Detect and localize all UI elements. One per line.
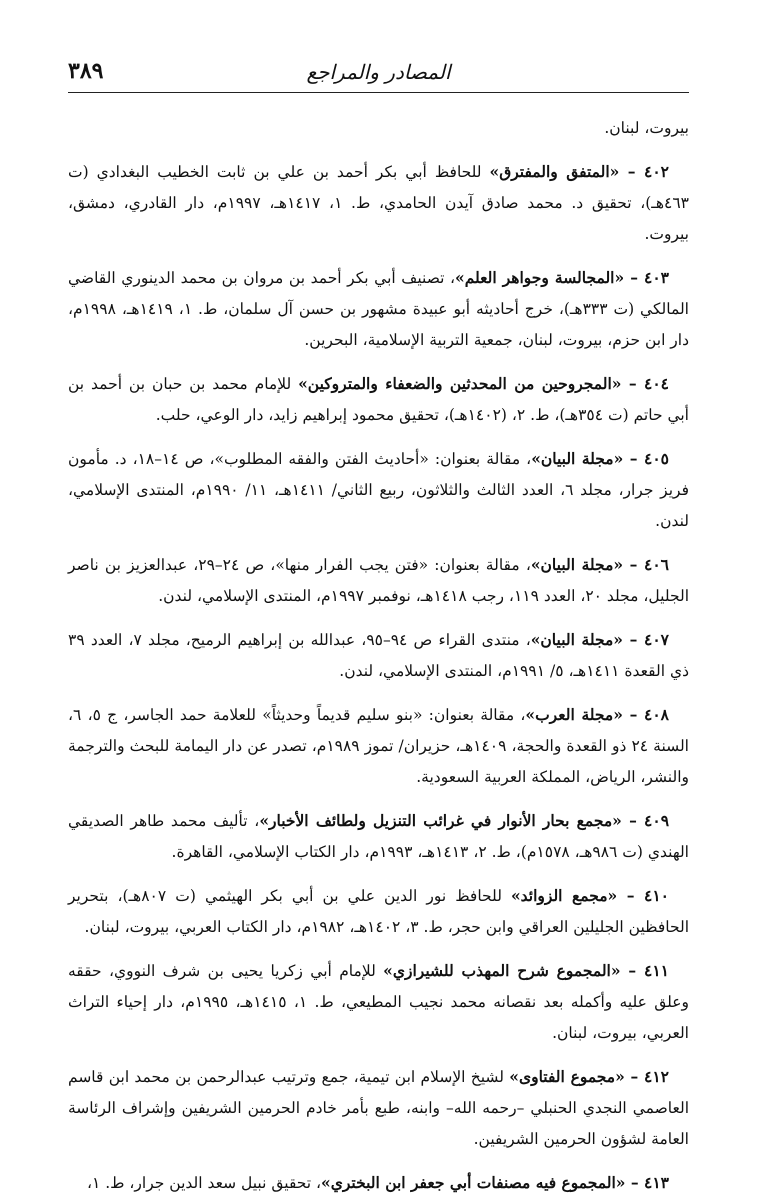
entry-number: ٤٠٧ – — [622, 630, 669, 649]
bibliography-entry — [68, 955, 689, 1049]
bibliography-entry — [68, 1061, 689, 1155]
entry-title: «مجلة البيان» — [530, 630, 623, 649]
page-number: ٣٨٩ — [68, 58, 104, 84]
entry-number: ٤٠٨ – — [622, 705, 670, 724]
entry-number: ٤١٢ – — [624, 1067, 670, 1086]
entry-title: «مجلة البيان» — [531, 449, 624, 468]
entry-title: «مجلة العرب» — [525, 705, 623, 724]
entry-number: ٤٠٣ – — [624, 268, 670, 287]
bibliography-entry — [68, 368, 689, 431]
entry-text: للإمام أبي زكريا يحيى بن شرف النووي، حققه وعلق عليه وأكمله بعد نقصانه محمد نجيب المطيعي، ط. ١، ١٤١٥هـ، ١٩٩٥م، دار إحياء التراث العربي، بيروت، لبنان. — [68, 962, 689, 1042]
bibliography-entry — [68, 624, 689, 687]
bibliography-entry — [68, 699, 689, 793]
bibliography-list — [68, 113, 689, 1199]
entry-text: ، مقالة بعنوان: «فتن يجب الفرار منها»، ص ٢٤–٢٩، عبدالعزيز بن ناصر الجليل، مجلد ٢٠، العدد ١١٩، رجب ١٤١٨هـ، نوفمبر ١٩٩٧م، المنتدى الإسلامي، لندن. — [68, 556, 689, 605]
entry-text: ، تصنيف أبي بكر أحمد بن مروان بن محمد الدينوري القاضي المالكي (ت ٣٣٣هـ)، خرج أحاديثه أبو عبيدة مشهور بن حسن آل سلمان، ط. ١، ١٤١٩هـ، ١٩٩٨م، دار ابن حزم، بيروت، لبنان، جمعية التربية الإسلامية، البحرين. — [68, 269, 689, 349]
entry-number: ٤٠٥ – — [623, 449, 670, 468]
bibliography-entry — [68, 880, 689, 943]
entry-title: «مجلة البيان» — [530, 555, 624, 574]
bibliography-entry — [68, 262, 689, 356]
entry-title: «المجروحين من المحدثين والضعفاء والمتروكين» — [298, 374, 622, 393]
entry-title: «مجمع بحار الأنوار في غرائب التنزيل ولطائف الأخبار» — [259, 811, 622, 830]
entry-text: للإمام محمد بن حبان بن أحمد بن أبي حاتم (ت ٣٥٤هـ)، ط. ٢، (١٤٠٢هـ)، تحقيق محمود إبراهيم زايد، دار الوعي، حلب. — [68, 375, 689, 424]
entry-number: ٤١٣ – — [625, 1173, 669, 1192]
bibliography-entry — [68, 805, 689, 868]
entry-text: ، منتدى القراء ص ٩٤–٩٥، عبدالله بن إبراهيم الرميح، مجلد ٧، العدد ٣٩ ذي القعدة ١٤١١هـ، ٥/ ١٩٩١م، المنتدى الإسلامي، لندن. — [68, 631, 689, 680]
entry-text: ، مقالة بعنوان: «أحاديث الفتن والفقه المطلوب»، ص ١٤–١٨، د. مأمون فريز جرار، مجلد ٦، العدد الثالث والثلاثون، ربيع الثاني/ ١٤١١هـ، ١١/ ١٩٩٠م، المنتدى الإسلامي، لندن. — [68, 450, 689, 530]
entry-text: للحافظ نور الدين علي بن أبي بكر الهيثمي (ت ٨٠٧هـ)، بتحرير الحافظين الجليلين العراقي وابن حجر، ط. ٣، ١٤٠٢هـ، ١٩٨٢م، دار الكتاب العربي، بيروت، لبنان. — [68, 887, 689, 936]
entry-title: «المتفق والمفترق» — [489, 162, 620, 181]
entry-title: «المجموع فيه مصنفات أبي جعفر ابن البختري» — [321, 1173, 626, 1192]
header-title: المصادر والمراجع — [306, 60, 451, 84]
entry-title: «مجموع الفتاوى» — [509, 1067, 625, 1086]
entry-number: ٤١٠ – — [617, 886, 669, 905]
entry-title: «المجموع شرح المهذب للشيرازي» — [383, 961, 621, 980]
entry-text: ، تأليف محمد طاهر الصديقي الهندي (ت ٩٨٦هـ، ١٥٧٨م)، ط. ٢، ١٤١٣هـ، ١٩٩٣م، دار الكتاب الإسلامي، القاهرة. — [68, 812, 689, 861]
bibliography-entry — [68, 113, 689, 144]
entry-number: ٤٠٩ – — [621, 811, 670, 830]
bibliography-entry — [68, 1167, 689, 1199]
running-header — [68, 56, 689, 93]
entry-text: للحافظ أبي بكر أحمد بن علي بن ثابت الخطيب البغدادي (ت ٤٦٣هـ)، تحقيق د. محمد صادق آيدن الحامدي، ط. ١، ١٤١٧هـ، ١٩٩٧م، دار القادري، دمشق، بيروت. — [68, 163, 689, 243]
entry-number: ٤٠٢ – — [619, 162, 669, 181]
bibliography-entry — [68, 156, 689, 250]
bibliography-entry — [68, 443, 689, 537]
entry-title: «المجالسة وجواهر العلم» — [455, 268, 625, 287]
entry-text: بيروت، لبنان. — [604, 119, 689, 137]
entry-text: لشيخ الإسلام ابن تيمية، جمع وترتيب عبدالرحمن بن محمد ابن قاسم العاصمي النجدي الحنبلي –رحمه الله– وابنه، طبع بأمر خادم الحرمين الشريفين وإشراف الرئاسة العامة لشؤون الحرمين الشريفين. — [68, 1068, 689, 1148]
bibliography-entry — [68, 549, 689, 612]
entry-number: ٤٠٤ – — [621, 374, 669, 393]
entry-text: ، تحقيق نبيل سعد الدين جرار، ط. ١، — [86, 1174, 322, 1192]
entry-number: ٤٠٦ – — [623, 555, 669, 574]
entry-text: ، مقالة بعنوان: «بنو سليم قديماً وحديثاً» للعلامة حمد الجاسر، ج ٥، ٦، السنة ٢٤ ذو القعدة والحجة، ١٤٠٩هـ، حزيران/ تموز ١٩٨٩م، تصدر عن دار اليمامة للبحث والترجمة والنشر، الرياض، المملكة العربية السعودية. — [68, 706, 689, 786]
entry-number: ٤١١ – — [620, 961, 669, 980]
entry-title: «مجمع الزوائد» — [510, 886, 618, 905]
